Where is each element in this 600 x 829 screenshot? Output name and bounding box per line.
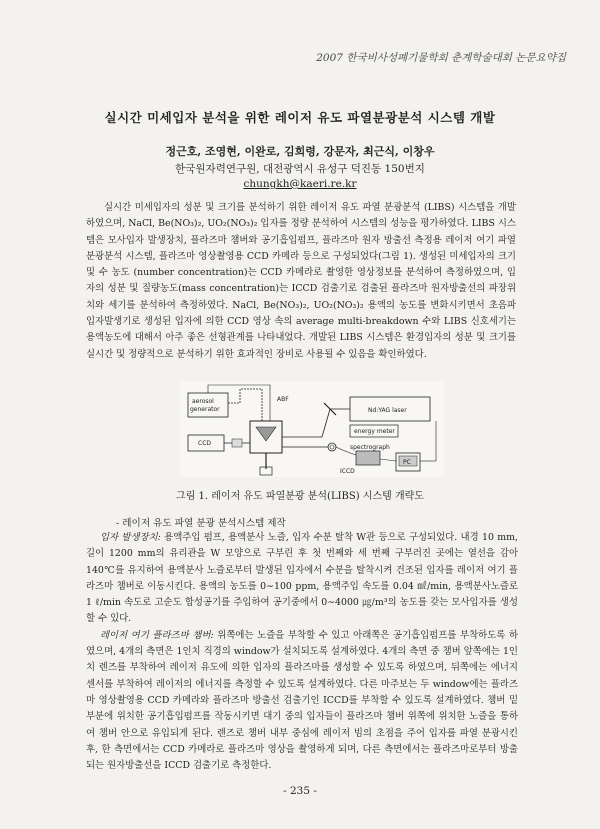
paragraph-label: 레이저 여기 플라즈마 챔버: — [100, 629, 214, 641]
generator-label: generator — [190, 406, 220, 413]
figure-caption: 그림 1. 레이저 유도 파열분광 분석(LIBS) 시스템 개략도 — [176, 491, 424, 502]
paper-title: 실시간 미세입자 분석을 위한 레이저 유도 파열분광분석 시스템 개발 — [104, 110, 496, 125]
authors: 정근호, 조영현, 이완로, 김희령, 강문자, 최근식, 이창우 — [165, 145, 435, 158]
email-link[interactable]: chungkh@kaeri.re.kr — [243, 178, 357, 190]
abf-label: ABF — [277, 396, 289, 403]
affiliation: 한국원자력연구원, 대전광역시 유성구 덕진동 150번지 — [175, 163, 425, 175]
paragraph-particle-generator — [86, 530, 518, 628]
figure-schematic — [180, 381, 444, 477]
paragraph-plasma-chamber — [86, 628, 518, 775]
libs-schematic-diagram — [180, 381, 444, 477]
body-text — [86, 530, 518, 774]
spectrograph-label: spectrograph — [350, 444, 390, 451]
conference-header: 2007 한국비사성폐기물학회 춘계학술대회 논문요약집 — [316, 52, 566, 64]
energy-meter-label: energy meter — [354, 428, 395, 435]
pc-label: PC — [403, 459, 411, 466]
email — [0, 178, 600, 190]
abstract-text: 실시간 미세입자의 성분 및 크기를 분석하기 위한 레이저 유도 파열 분광분석 (LIBS) 시스템을 개발하였으며, NaCl, Be(NO₃)₂, UO₂(NO₃)₂ 입자를 정량 분석하여 시스템의 성능을 평가하였다. LIBS 시스템은 모사입자 발생장치, 플라즈마 챔버와 공기흡입펌프, 플라즈마 원자 방출선 측정용 레이저 여기 파열 분광분석 시스템, 플라즈마 영상촬영용 CCD 카메라 등으로 구성되었다(그림 1). 생성된 미세입자의 크기 및 수 농도 (number concentration)는 CCD 카메라로 촬영한 영상정보를 분석하여 측정하였으며, 입자의 성분 및 질량농도(mass concentration)는 ICCD 검출기로 검출된 플라즈마 원자방출선의 파장위치와 세기를 분석하여 측정하였다. NaCl, Be(NO₃)₂, UO₂(NO₃)₂ 용액의 농도를 변화시키면서 초음파 입자발생기로 생성된 입자에 의한 CCD 영상 속의 average multi-breakdown 수와 LIBS 신호세기는 용액농도에 대해서 아주 좋은 선형관계를 나타내었다. 개발된 LIBS 시스템은 환경입자의 성분 및 크기를 실시간 및 정량적으로 분석하기 위한 효과적인 장비로 사용될 수 있음을 확인하였다. — [86, 202, 516, 360]
iccd-box — [356, 451, 380, 465]
abstract — [86, 200, 516, 363]
section-heading: - 레이저 유도 파열 분광 분석시스템 제작 — [116, 518, 286, 529]
iccd-label: ICCD — [340, 468, 355, 475]
page-number: - 235 - — [283, 785, 317, 797]
ccd-label: CCD — [198, 440, 211, 447]
paragraph-label: 입자 발생장치: — [100, 532, 161, 543]
aerosol-label: aerosol — [192, 398, 214, 405]
laser-label: Nd:YAG laser — [368, 407, 407, 414]
paragraph-text: 용액주입 펌프, 용액분사 노즐, 입자 수분 탈착 W관 등으로 구성되었다. 내경 10 mm, 길이 1200 mm의 유리관을 W 모양으로 구부린 후 첫 번째와 세 번째 구부러진 곳에는 열선을 감아 140℃를 유지하여 용액분사 노즐로부터 발생된 입자에서 수분을 탈착시켜 건조된 입자를 레이저 여기 플라즈마 챔버로 이동시킨다. 용액의 농도를 0∼100 ppm, 용액주입 속도를 0.04 ㎖/min, 용액분사노즐로 1 ℓ/min 속도로 고순도 합성공기를 주입하여 공기중에서 0∼4000 ㎍/m³의 농도를 갖는 모사입자를 생성할 수 있다. — [86, 532, 518, 625]
paragraph-text: 위쪽에는 노즐을 부착할 수 있고 아래쪽은 공기흡입펌프를 부착하도록 하였으며, 4개의 측면은 1인치 직경의 window가 설치되도록 설계하였다. 4개의 측면 중 챔버 앞쪽에는 1인치 렌즈를 부착하여 레이저 유도에 의한 입자의 플라즈마를 생성할 수 있도록 하였으며, 뒤쪽에는 에너지 센서를 부착하여 레이저의 에너지를 측정할 수 있도록 설계하였다. 다른 마주보는 두 window에는 플라즈마 영상촬영용 CCD 카메라와 플라즈마 방출선 검출기인 ICCD를 부착할 수 있도록 설계하였다. 챔버 밑 부분에 위치한 공기흡입펌프를 작동시키면 대기 중의 입자들이 플라즈마 챔버 위쪽에 위치한 노즐을 통하여 챔버 안으로 유입되게 된다. 렌즈로 챔버 내부 중심에 레이저 빔의 초점을 주어 입자를 파열 분광시킨 후, 한 측면에서는 CCD 카메라로 플라즈마 영상을 촬영하게 되며, 다른 측면에서는 플라즈마로부터 방출되는 원자방출선을 ICCD 검출기로 측정한다. — [86, 629, 519, 772]
